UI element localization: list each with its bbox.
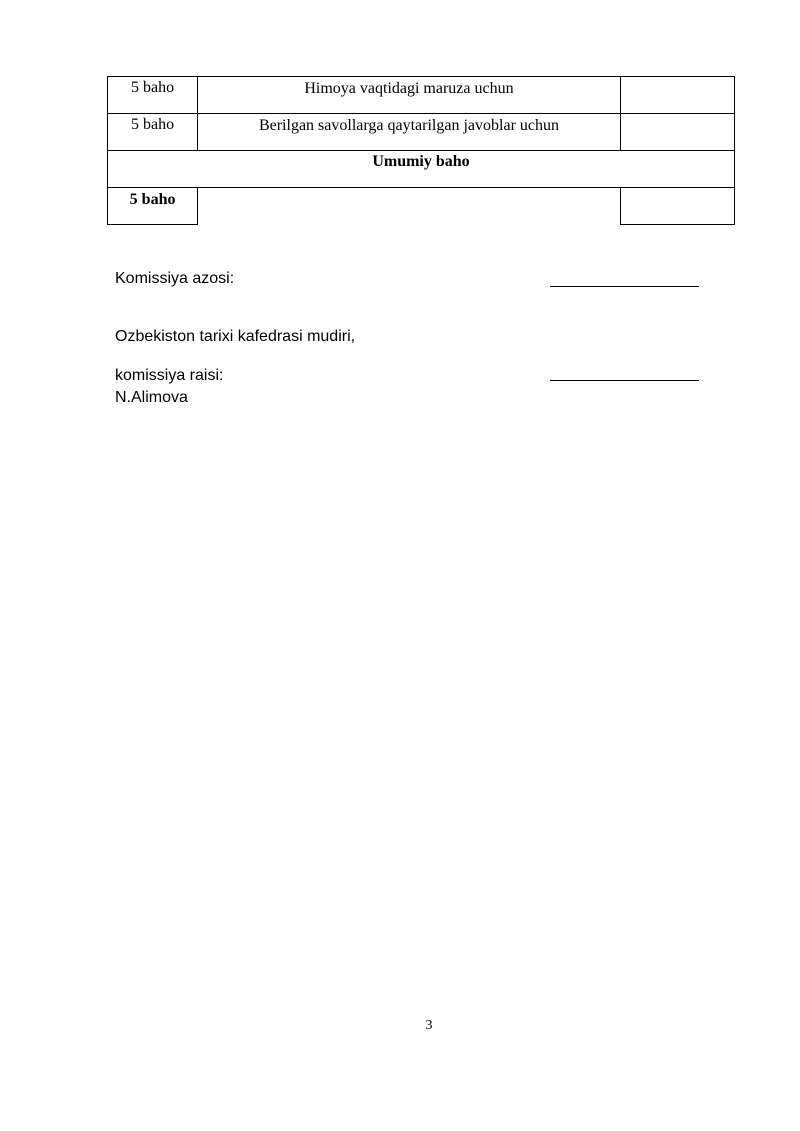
table-row	[108, 114, 735, 151]
page-number: 3	[425, 1018, 433, 1033]
score-cell: 5 baho	[108, 114, 198, 151]
score-cell: 5 baho	[108, 77, 198, 114]
criterion-cell: Berilgan savollarga qaytarilgan javoblar uchun	[198, 114, 621, 151]
total-score-cell: 5 baho	[108, 188, 198, 225]
table-row	[108, 77, 735, 114]
grade-input-cell[interactable]	[620, 114, 734, 151]
chair-name: N.Alimova	[115, 389, 188, 406]
chair-label: komissiya raisi:	[115, 367, 224, 384]
grade-input-cell[interactable]	[620, 77, 734, 114]
total-empty-cell	[198, 188, 621, 225]
member-signature-line[interactable]	[550, 286, 699, 287]
head-title: Ozbekiston tarixi kafedrasi mudiri,	[115, 328, 356, 345]
member-label: Komissiya azosi:	[115, 270, 235, 287]
grade-table	[107, 76, 735, 225]
total-header: Umumiy baho	[108, 151, 735, 188]
total-grade-input-cell[interactable]	[620, 188, 734, 225]
criterion-cell: Himoya vaqtidagi maruza uchun	[198, 77, 621, 114]
chair-signature-line[interactable]	[550, 380, 699, 381]
total-header-row	[108, 151, 735, 188]
total-score-row	[108, 188, 735, 225]
